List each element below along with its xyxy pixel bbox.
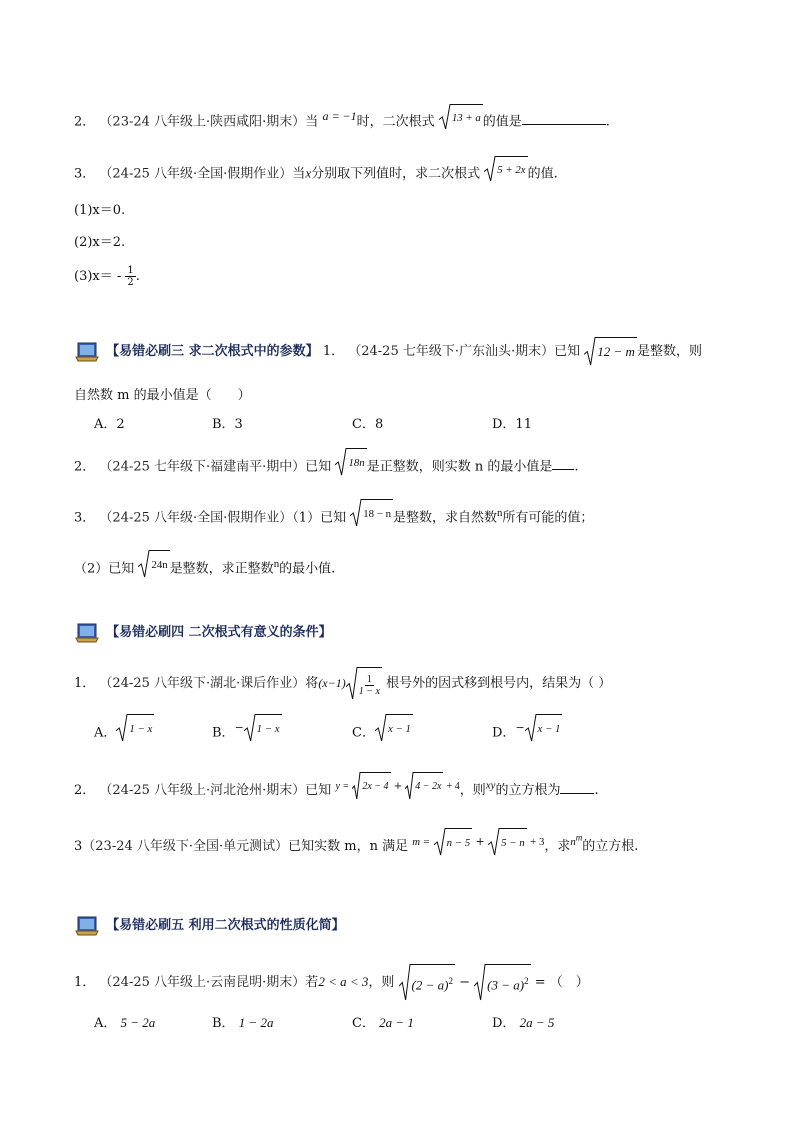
question-source: （24-25 八年级·全国·假期作业） [99,166,293,182]
variable: n [273,558,280,570]
radical-expression: 18 − n [350,499,393,527]
question-2-top [74,104,610,128]
option-d[interactable]: D．11 [492,417,532,432]
answer-blank[interactable] [560,793,594,794]
question-text: 是整数，则 [636,344,702,359]
part-3 [74,264,140,290]
question-text: 已知 [305,782,332,798]
question-source: （24-25 八年级上·云南昆明·期末） [99,975,306,991]
question-text: 的立方根. [582,838,639,854]
radical-sign [584,337,596,366]
question-text: （2）已知 [74,561,135,577]
section-title: 【易错必刷五 利用二次根式的性质化简】 [106,918,345,933]
question-source: （23-24 八年级上·陕西咸阳·期末） [99,114,306,130]
radical-sign [405,772,414,800]
book-icon [74,915,100,937]
radical-sign [138,550,150,578]
question-text: 已知 [554,344,581,359]
question-text: 当 [292,166,306,182]
book-icon [74,341,100,363]
radical-expression: 24n [138,550,169,578]
power: nm [570,832,583,848]
section-3-question-2 [74,448,578,480]
question-text: ，求 [544,838,571,854]
fraction: $\frac{1}{2}$ [127,265,134,288]
factor: (x−1) [318,676,346,690]
part-1: (1)x＝0. [74,203,126,218]
question-number: 3． [74,510,96,526]
radical-expression: $\frac{1}{1 - x}$ [346,667,382,700]
question-text: 分别取下列值时，求二次根式 [311,166,481,182]
radical-sign [375,714,387,742]
radical-expression: 18n [335,448,366,476]
radical-sign [350,499,362,527]
condition: a = −1 [322,109,357,123]
section-5-header [74,913,345,939]
question-number: 1． [74,676,96,691]
question-text: 的值是 [482,114,522,130]
question-text: ，则 [368,975,395,991]
question-source: （24-25 八年级上·河北沧州·期末） [99,782,306,798]
radical-sign [116,714,128,742]
variable: xy [485,779,496,792]
section-4-header [74,620,332,646]
answer-blank[interactable] [552,469,574,470]
question-text: 已知 [305,459,332,475]
option-a[interactable]: A． $^{1 - x}$ [94,714,154,746]
option-b[interactable]: B． 1 − 2a [212,1015,274,1031]
period: . [135,269,140,284]
section-4-question-2 [74,772,599,804]
question-text: 的立方根为 [495,782,561,798]
part-3-label: (3)x＝ - [74,269,122,284]
question-number: 2． [74,114,96,130]
question-text-line2: 自然数 m 的最小值是（ ） [74,388,251,403]
radical-expression: 13 + a [439,104,483,130]
question-text: 的最小值. [279,561,336,577]
question-text: （1）已知 [292,510,347,526]
question-text: 的值. [527,166,558,182]
question-source: （24-25 七年级下·福建南平·期中） [99,459,306,475]
condition: 2 < a < 3 [318,974,369,990]
radical-sign [439,104,451,130]
radical-sign [434,828,446,856]
radical-expression: 5 + 2x [484,156,527,182]
question-source: （24-25 七年级下·广东汕头·期末） [348,344,555,359]
question-text: ，则 [459,782,486,798]
question-text: 时，二次根式 [356,114,435,130]
question-number: 1． [74,975,96,991]
option-d[interactable]: D． 2a − 5 [492,1015,555,1031]
question-text: 是正整数，则实数 n 的最小值是 [366,459,553,475]
question-number: 2． [74,459,96,475]
equation: y = 2x − 4 + 4 − 2x + 4 [335,781,459,792]
question-source: （23-24 八年级下·全国·单元测试） [82,838,289,854]
question-text: 是整数，求自然数 [392,510,497,526]
option-a[interactable]: A． 5 − 2a [94,1015,156,1031]
question-text: 已知实数 m，n 满足 [288,838,409,854]
question-text: 根号外的因式移到根号内，结果为（ ） [386,676,612,691]
book-icon [74,622,100,644]
section-4-question-1 [74,667,611,700]
section-title: 【易错必刷三 求二次根式中的参数】 [106,344,319,359]
radical-sign [352,772,361,800]
radical-expression: 12 − m [584,337,637,366]
option-b[interactable]: B．$^{- 1 - x}$ [212,714,282,746]
expression: $(2 - a)^2$ − $(3 - a)^2$ [399,975,531,990]
variable: n [497,507,503,519]
option-b[interactable]: B．3 [212,417,243,432]
question-number: 2． [74,782,96,798]
radical-sign [399,964,411,1001]
option-a[interactable]: A．2 [94,417,125,432]
section-3-header [74,337,702,366]
option-c[interactable]: C．8 [352,417,384,432]
question-text: 是整数，求正整数 [169,561,274,577]
question-source: （24-25 八年级·全国·假期作业） [99,510,293,526]
option-d[interactable]: D．$^{- x - 1}$ [492,714,562,746]
radical-sign [488,828,500,856]
question-number: 1． [322,344,345,359]
radical-sign [244,714,256,742]
section-3-question-3-part2 [74,550,335,582]
question-text: = （ ） [534,975,589,991]
section-4-question-3 [74,824,638,860]
section-3-question-3 [74,499,593,531]
question-text: 将 [305,676,319,691]
period: . [574,459,579,475]
radical-sign [525,714,537,742]
question-text: 当 [305,114,319,130]
variable: x [305,165,312,181]
option-c[interactable]: C． 2a − 1 [352,1015,414,1031]
period: . [594,782,599,798]
equation: m = n − 5 + 5 − n + 3 [412,835,544,848]
question-text: 若 [305,975,319,991]
question-number: 3． [74,166,96,182]
section-title: 【易错必刷四 二次根式有意义的条件】 [106,625,332,640]
question-number: 3 [74,838,83,854]
radical-sign [484,156,496,182]
radical-sign [346,667,358,700]
option-c[interactable]: C． $^{x - 1}$ [352,714,413,746]
radical-sign [474,964,486,1001]
section-5-question-1 [74,964,589,1001]
radical-sign [335,448,347,476]
question-3-top [74,156,558,180]
period: . [605,114,610,130]
question-text: 所有可能的值； [502,510,594,526]
question-source: （24-25 八年级下·湖北·课后作业） [99,676,306,691]
answer-blank[interactable] [522,124,606,125]
part-2: (2)x＝2. [74,235,126,250]
